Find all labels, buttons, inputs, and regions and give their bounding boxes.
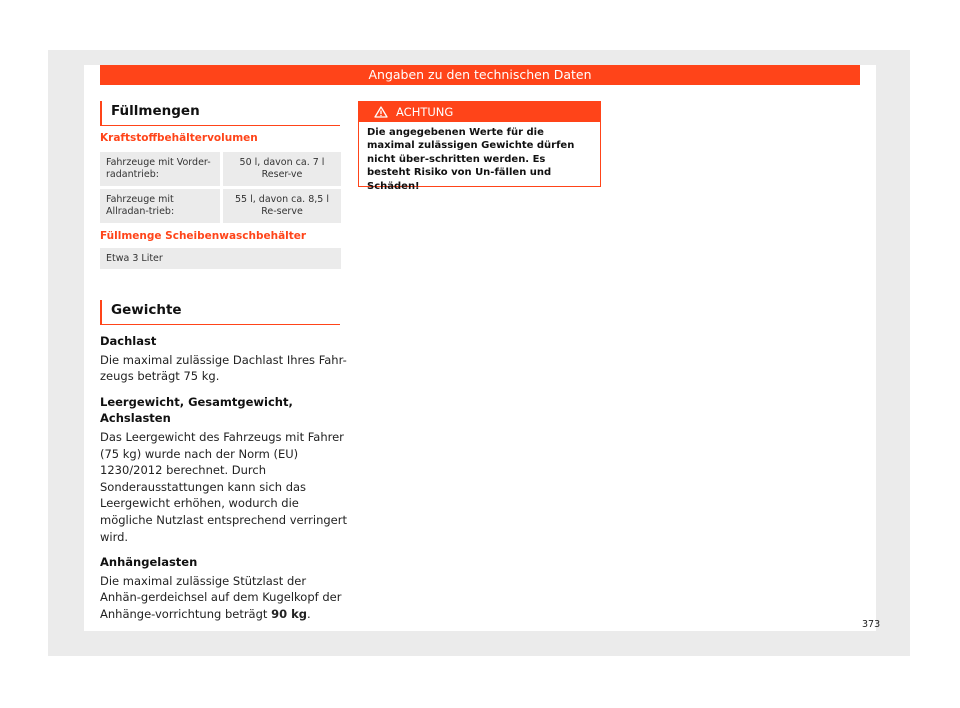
table-cell-value: 55 l, davon ca. 8,5 l Re-serve bbox=[223, 189, 341, 223]
table-cell-label: Fahrzeuge mit Allradan-trieb: bbox=[100, 189, 223, 223]
warning-box bbox=[358, 101, 601, 192]
table-cell-label: Fahrzeuge mit Vorder-radantrieb: bbox=[100, 152, 223, 186]
anhaengelasten-title: Anhängelasten bbox=[100, 555, 198, 570]
page-number: 373 bbox=[862, 619, 881, 630]
washer-value: Etwa 3 Liter bbox=[100, 248, 341, 269]
warning-triangle-icon bbox=[374, 106, 388, 118]
fuel-tank-label: Kraftstoffbehältervolumen bbox=[100, 132, 258, 144]
section-heading-fuellmengen: Füllmengen bbox=[100, 101, 340, 126]
leergewicht-title: Leergewicht, Gesamtgewicht, Achslasten bbox=[100, 394, 293, 426]
dachlast-title: Dachlast bbox=[100, 334, 157, 348]
leergewicht-text: Das Leergewicht des Fahrzeugs mit Fahrer (75 kg) wurde nach der Norm (EU) 1230/2012 berechnet. Durch Sonderausstattungen kann sich das Leergewicht erhöhen, wodurch die mögliche Nutzlast entsprechend verringert wird. bbox=[100, 429, 347, 544]
weights-text bbox=[100, 333, 350, 632]
anhaengelasten-value: 90 kg bbox=[271, 606, 307, 621]
anhaengelasten-paragraph bbox=[100, 573, 350, 623]
fuel-tank-table bbox=[100, 149, 341, 226]
washer-label: Füllmenge Scheibenwaschbehälter bbox=[100, 230, 307, 242]
dachlast-text: Die maximal zulässige Dachlast Ihres Fahr-zeugs beträgt 75 kg. bbox=[100, 352, 347, 384]
table-row bbox=[100, 152, 341, 186]
section-heading-gewichte: Gewichte bbox=[100, 300, 340, 325]
warning-text: Die angegebenen Werte für die maximal zulässigen Gewichte dürfen nicht über-schritten werden. Es besteht Risiko von Un-fällen und Schäden! bbox=[367, 127, 575, 192]
warning-title: ACHTUNG bbox=[396, 105, 454, 119]
anhaengelasten-suffix: . bbox=[306, 606, 311, 621]
anhaengelasten-text: Die maximal zulässige Stützlast der Anhän-gerdeichsel auf dem Kugelkopf der Anhänge-vorrichtung beträgt bbox=[100, 573, 342, 621]
warning-header bbox=[359, 102, 600, 122]
table-row bbox=[100, 189, 341, 223]
page-header: Angaben zu den technischen Daten bbox=[100, 65, 860, 85]
table-cell-value: 50 l, davon ca. 7 l Reser-ve bbox=[223, 152, 341, 186]
